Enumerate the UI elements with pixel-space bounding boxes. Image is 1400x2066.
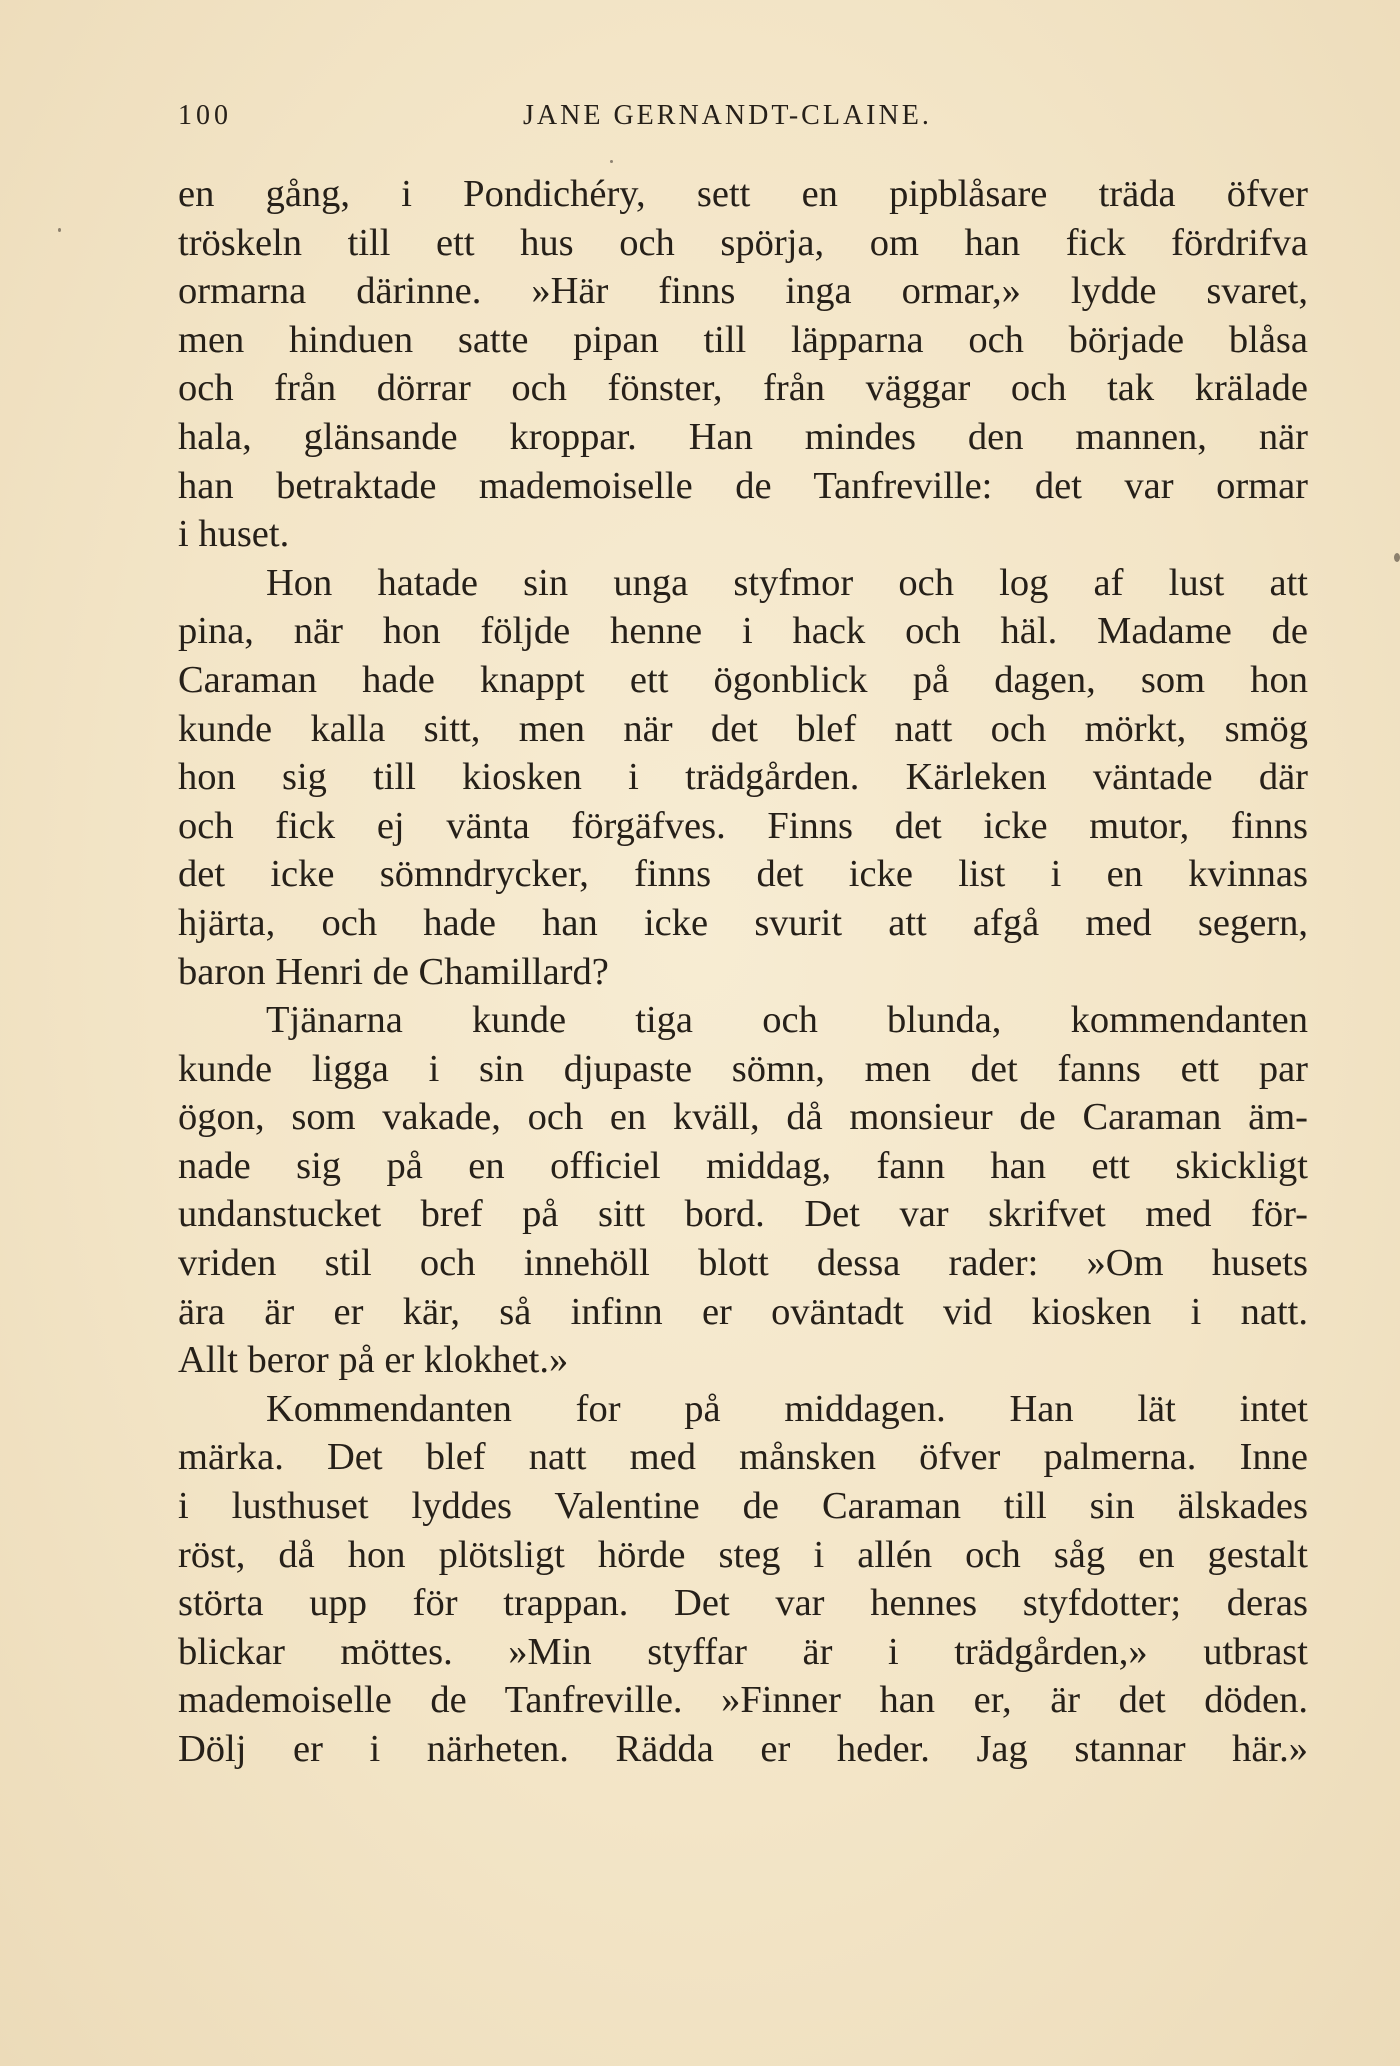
text-line: ormarna därinne. »Här finns inga ormar,» lydde svaret, [178,270,1308,313]
text-line: men hinduen satte pipan till läpparna och började blåsa [178,318,1308,361]
text-line: ära är er kär, så infinn er oväntadt vid kiosken i natt. [178,1290,1308,1333]
text-line: baron Henri de Chamillard? [178,950,609,993]
text-line: märka. Det blef natt med månsken öfver palmerna. Inne [178,1436,1308,1479]
text-line: undanstucket bref på sitt bord. Det var skrifvet med för- [178,1193,1308,1236]
paper-speck [610,160,613,163]
text-line: en gång, i Pondichéry, sett en pipblåsare träda öfver [178,173,1308,215]
text-line: Kommendanten for på middagen. Han lät intet [266,1387,1308,1430]
text-line: pina, när hon följde henne i hack och häl. Madame de [178,610,1308,653]
body-text [178,170,1308,1774]
text-line: hon sig till kiosken i trädgården. Kärleken väntade där [178,756,1308,799]
text-line: nade sig på en officiel middag, fann han ett skickligt [178,1144,1308,1187]
text-line: det icke sömndrycker, finns det icke list i en kvinnas [178,853,1308,896]
text-line: Hon hatade sin unga styfmor och log af lust att [266,561,1308,604]
running-title: JANE GERNANDT-CLAINE. [523,100,932,131]
text-line: och fick ej vänta förgäfves. Finns det icke mutor, finns [178,804,1308,847]
paragraph-4 [178,1385,1308,1774]
paper-speck [58,228,61,232]
paragraph-1 [178,170,1308,559]
paragraph-3 [178,996,1308,1385]
text-line: Caraman hade knappt ett ögonblick på dagen, som hon [178,658,1308,701]
text-line: i huset. [178,513,290,556]
text-line: och från dörrar och fönster, från väggar och tak krälade [178,367,1308,410]
text-line: kunde kalla sitt, men när det blef natt och mörkt, smög [178,707,1308,750]
text-line: röst, då hon plötsligt hörde steg i allén och såg en gestalt [178,1533,1308,1576]
text-line: tröskeln till ett hus och spörja, om han fick fördrifva [178,221,1308,264]
text-line: han betraktade mademoiselle de Tanfreville: det var ormar [178,464,1308,507]
page-number: 100 [178,100,232,131]
paragraph-2 [178,559,1308,996]
running-head [178,96,1308,136]
text-line: hala, glänsande kroppar. Han mindes den mannen, när [178,415,1308,458]
text-line: kunde ligga i sin djupaste sömn, men det fanns ett par [178,1047,1308,1090]
text-line: Allt beror på er klokhet.» [178,1339,569,1382]
text-line: i lusthuset lyddes Valentine de Caraman till sin älskades [178,1485,1308,1528]
text-line: Dölj er i närheten. Rädda er heder. Jag stannar här.» [178,1728,1308,1770]
text-line: vriden stil och innehöll blott dessa rader: »Om husets [178,1242,1308,1285]
text-line: mademoiselle de Tanfreville. »Finner han er, är det döden. [178,1679,1308,1722]
text-line: blickar möttes. »Min styffar är i trädgården,» utbrast [178,1630,1308,1673]
text-line: Tjänarna kunde tiga och blunda, kommendanten [266,999,1308,1042]
text-line: hjärta, och hade han icke svurit att afgå med segern, [178,901,1308,944]
paper-speck [1394,553,1400,562]
text-line: störta upp för trappan. Det var hennes styfdotter; deras [178,1582,1308,1625]
text-line: ögon, som vakade, och en kväll, då monsieur de Caraman äm- [178,1096,1308,1139]
